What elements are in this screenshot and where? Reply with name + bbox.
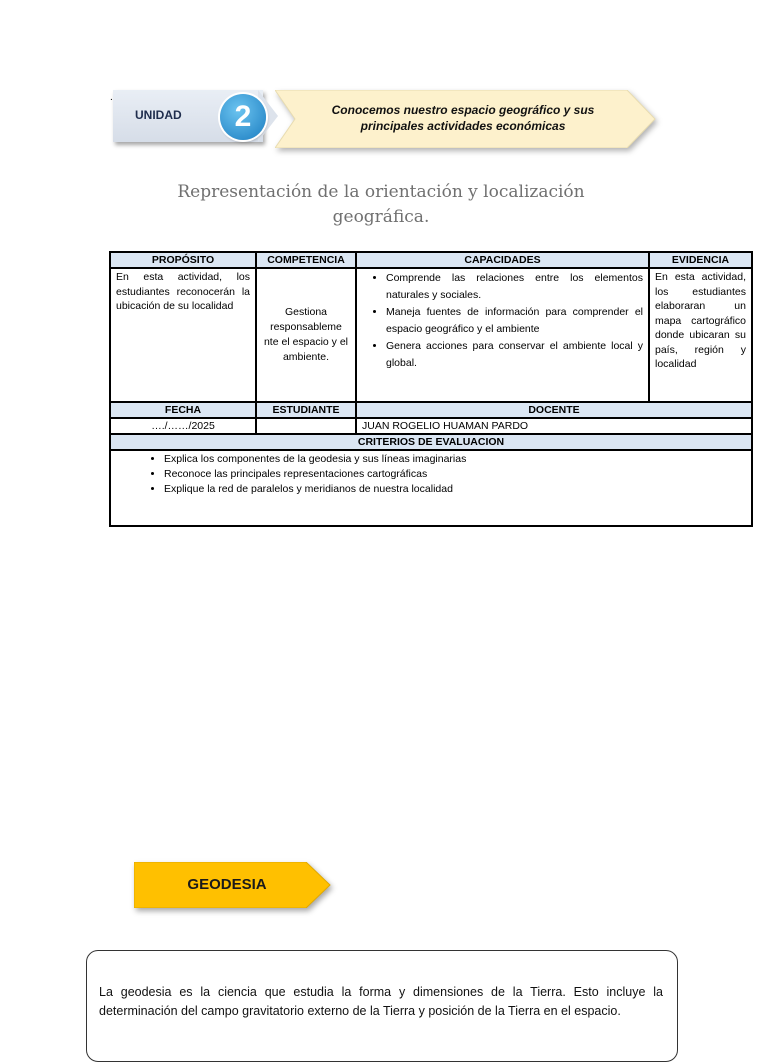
activity-table xyxy=(109,251,753,527)
criterios-cell xyxy=(110,450,752,526)
header-docente: DOCENTE xyxy=(356,402,752,418)
header-competencia: COMPETENCIA xyxy=(256,252,356,268)
capacidades-list xyxy=(362,270,643,372)
fecha-value: …./……/2025 xyxy=(110,418,256,434)
competencia-cell: Gestiona responsableme nte el espacio y el ambiente. xyxy=(256,268,356,402)
header-capacidades: CAPACIDADES xyxy=(356,252,649,268)
estudiante-value xyxy=(256,418,356,434)
section-label: GEODESIA xyxy=(187,876,267,893)
unit-title: Conocemos nuestro espacio geográfico y sus principales actividades económicas xyxy=(331,103,595,133)
docente-value: JUAN ROGELIO HUAMAN PARDO xyxy=(356,418,752,434)
proposito-cell: En esta actividad, los estudiantes reconocerán la ubicación de su localidad xyxy=(110,268,256,402)
criterios-list xyxy=(116,452,746,497)
criterio-item: • Explica los componentes de la geodesia y sus líneas imaginarias xyxy=(164,452,746,467)
unit-number-badge: 2 xyxy=(220,94,266,140)
evidencia-cell: En esta actividad, los estudiantes elaboraran un mapa cartográfico donde ubicaran su país, región y localidad xyxy=(649,268,752,402)
capacidad-item: • Comprende las relaciones entre los elementos naturales y sociales. xyxy=(386,270,643,304)
header-fecha: FECHA xyxy=(110,402,256,418)
capacidades-cell xyxy=(356,268,649,402)
stray-dot: . xyxy=(110,92,113,103)
header-criterios: CRITERIOS DE EVALUACION xyxy=(110,434,752,450)
page-title: Representación de la orientación y localización geográfica. xyxy=(177,182,585,227)
capacidad-item: • Maneja fuentes de información para comprender el espacio geográfico y el ambiente xyxy=(386,304,643,338)
header-proposito: PROPÓSITO xyxy=(110,252,256,268)
criterio-item: • Explique la red de paralelos y meridianos de nuestra localidad xyxy=(164,482,746,497)
unit-label: UNIDAD xyxy=(135,108,182,122)
definition-paragraph: La geodesia es la ciencia que estudia la forma y dimensiones de la Tierra. Esto incluye la determinación del campo gravitatorio externo de la Tierra y posición de la Tierra en el espacio. xyxy=(99,985,663,1018)
criterio-item: • Reconoce las principales representaciones cartográficas xyxy=(164,467,746,482)
capacidad-item: • Genera acciones para conservar el ambiente local y global. xyxy=(386,338,643,372)
header-estudiante: ESTUDIANTE xyxy=(256,402,356,418)
header-evidencia: EVIDENCIA xyxy=(649,252,752,268)
